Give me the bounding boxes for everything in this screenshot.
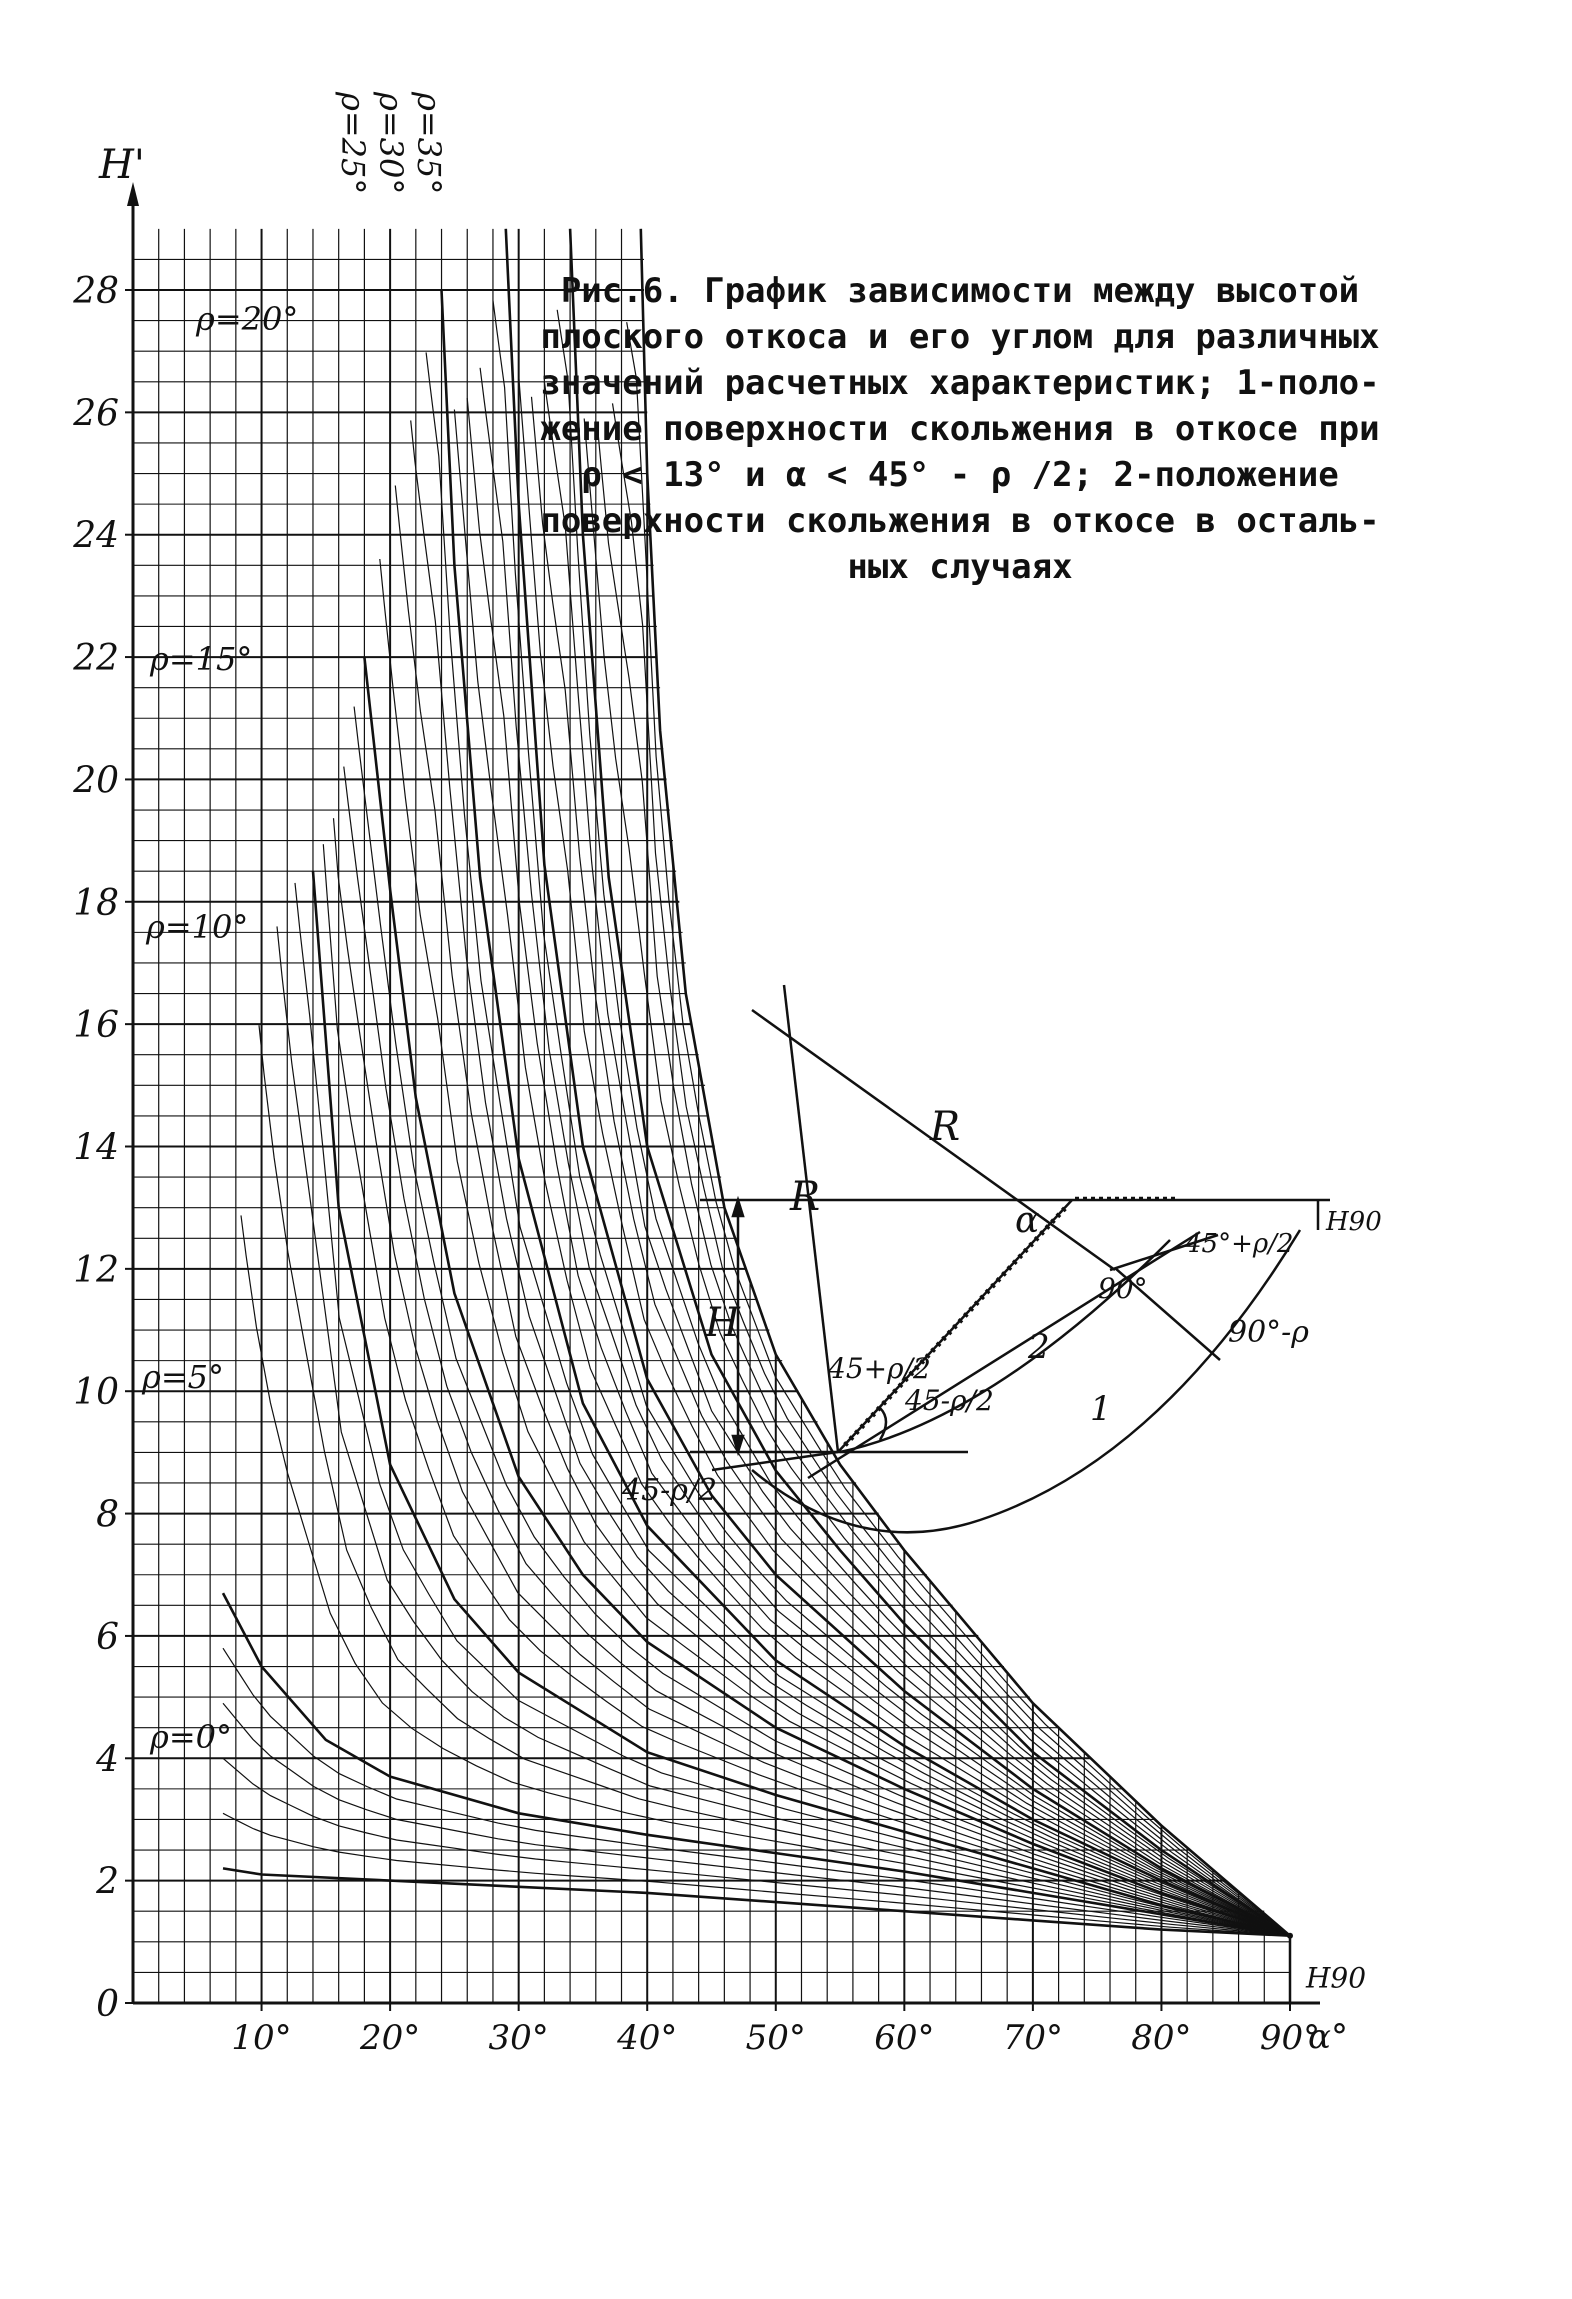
interpolated-curve xyxy=(334,818,1294,1936)
y-tick-label: 6 xyxy=(96,1616,119,1658)
x-tick-label: 90° xyxy=(1259,2018,1321,2058)
series-label: ρ=30° xyxy=(372,92,410,195)
x-tick-label: 20° xyxy=(359,2018,421,2058)
inset-label-45-minus-bottom: 45-ρ/2 xyxy=(622,1473,718,1508)
inset-label-curve-2: 2 xyxy=(1028,1327,1050,1367)
inset-angle-arc xyxy=(880,1408,886,1440)
x-tick-label: 10° xyxy=(231,2018,292,2058)
y-tick-label: 26 xyxy=(73,393,119,435)
y-tick-label: 2 xyxy=(96,1861,119,1903)
series-label: ρ=15° xyxy=(150,640,253,678)
interpolated-curve xyxy=(295,883,1290,1936)
inset-label-alpha: α xyxy=(1015,1200,1040,1241)
x-tick-label: 30° xyxy=(488,2018,549,2058)
interpolated-curve xyxy=(454,410,1290,1936)
y-tick-label: 16 xyxy=(73,1005,119,1047)
series-label: ρ=10° xyxy=(146,908,249,946)
inset-diagram xyxy=(621,985,1382,1532)
inset-height-arrow-top-icon xyxy=(733,1200,743,1216)
inset-label-H: H xyxy=(705,1300,740,1346)
inset-label-45-minus: 45-ρ/2 xyxy=(905,1384,994,1417)
caption-line: плоского откоса и его углом для различных xyxy=(540,317,1380,357)
series-label: ρ=20° xyxy=(196,300,299,338)
y-tick-label: 10 xyxy=(73,1372,119,1414)
interpolated-curve xyxy=(480,368,1290,1936)
y-tick-label: 24 xyxy=(73,515,119,557)
series-label: ρ=35° xyxy=(410,92,448,195)
series-label: ρ=5° xyxy=(142,1358,224,1396)
caption-line: Рис.6. График зависимости между высотой xyxy=(560,271,1360,311)
caption-line: жение поверхности скольжения в откосе при xyxy=(540,409,1380,449)
caption-line: ρ < 13° и α < 45° - ρ /2; 2-положение xyxy=(581,455,1339,495)
inset-height-arrow-bottom-icon xyxy=(733,1436,743,1452)
y-tick-label: 18 xyxy=(73,882,119,924)
interpolated-curve xyxy=(277,926,1290,1935)
x-tick-label: 40° xyxy=(617,2018,678,2058)
y-tick-label: 20 xyxy=(73,760,119,802)
caption-line: поверхности скольжения в откосе в осталь- xyxy=(540,501,1380,541)
x-tick-label: 60° xyxy=(874,2018,935,2058)
caption-line: значений расчетных характеристик; 1-поло- xyxy=(540,363,1380,403)
y-tick-label: 0 xyxy=(96,1984,119,2025)
inset-label-90-minus-rho: 90°-ρ xyxy=(1228,1315,1309,1350)
x-tick-label: 80° xyxy=(1131,2018,1192,2058)
inset-label-R-top: R xyxy=(930,1104,961,1150)
inset-label-curve-1: 1 xyxy=(1090,1389,1112,1429)
interpolated-curve xyxy=(344,767,1290,1936)
series-labels xyxy=(141,91,448,1756)
interpolated-curve xyxy=(544,382,1290,1936)
x-tick-label: 70° xyxy=(1002,2018,1064,2058)
interpolated-curve xyxy=(411,420,1290,1935)
interpolated-curve xyxy=(380,559,1290,1936)
inset-label-45-plus: 45+ρ/2 xyxy=(828,1352,931,1385)
inset-label-90: 90° xyxy=(1098,1272,1148,1305)
series-label: ρ=0° xyxy=(150,1718,232,1756)
inset-label-45-plus-top: 45°+ρ/2 xyxy=(1185,1229,1294,1259)
interpolated-curve xyxy=(613,403,1294,1935)
inset-label-H90: H90 xyxy=(1326,1207,1382,1237)
y-tick-label: 22 xyxy=(73,638,119,680)
series-label: ρ=25° xyxy=(334,92,372,195)
y-axis-label: H' xyxy=(99,142,145,188)
caption-line: ных случаях xyxy=(847,547,1073,587)
inset-label-R-left: R xyxy=(790,1174,821,1220)
series-curve xyxy=(223,1868,1290,1935)
x-tick-label: 50° xyxy=(745,2018,806,2058)
figure-caption xyxy=(440,268,1480,590)
y-tick-label: 8 xyxy=(96,1494,119,1536)
interpolated-curve xyxy=(598,437,1290,1936)
y-tick-label: 28 xyxy=(73,271,119,312)
y-tick-label: 12 xyxy=(73,1249,119,1291)
y-tick-label: 4 xyxy=(96,1739,119,1781)
x-axis-label: α° xyxy=(1308,2017,1348,2057)
interpolated-curve xyxy=(395,486,1290,1936)
h90-label: H90 xyxy=(1306,1961,1367,1995)
y-tick-label: 14 xyxy=(73,1127,119,1169)
